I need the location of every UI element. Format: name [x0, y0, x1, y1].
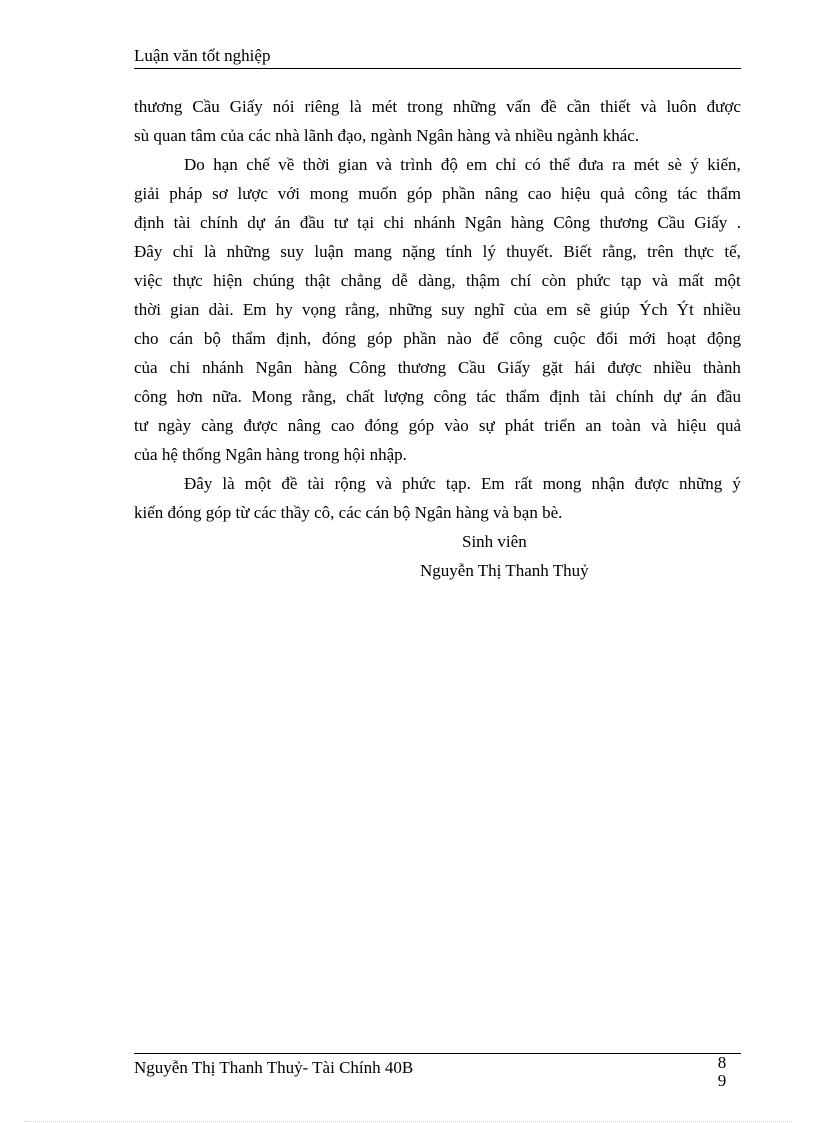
- word: thời: [302, 155, 330, 174]
- word: đóng: [322, 329, 356, 348]
- word: với: [277, 184, 300, 203]
- word: chi: [383, 213, 405, 232]
- word: Ngân: [464, 213, 502, 232]
- body-text: [134, 92, 741, 527]
- header-divider: [134, 68, 741, 69]
- word: mong: [542, 474, 582, 493]
- word: và: [640, 97, 657, 116]
- word: thể: [549, 155, 570, 174]
- word: luận: [314, 242, 344, 261]
- word: thuyết.: [506, 242, 553, 261]
- word: đổi: [596, 329, 619, 348]
- word: thương: [599, 213, 649, 232]
- word: những: [226, 242, 270, 261]
- word: trình: [400, 155, 433, 174]
- word: thẩm: [505, 387, 540, 406]
- word: tư: [333, 213, 348, 232]
- word: chính: [200, 213, 238, 232]
- word: định: [134, 213, 165, 232]
- word: nhiều: [653, 358, 692, 377]
- word: Em: [242, 300, 267, 319]
- word: tạp.: [445, 474, 471, 493]
- word: nhiều: [703, 300, 741, 319]
- word: tế,: [724, 242, 741, 261]
- word: tác: [476, 387, 497, 406]
- word: tài: [307, 474, 325, 493]
- word: nào: [447, 329, 472, 348]
- text-line: [134, 498, 741, 527]
- word: hơn: [176, 387, 203, 406]
- word: của: [513, 300, 538, 319]
- word: Cầu: [192, 97, 220, 116]
- word: hiện: [213, 271, 243, 290]
- word: quả: [600, 184, 625, 203]
- word: giúp: [599, 300, 631, 319]
- word: công: [509, 329, 543, 348]
- paragraph-1: [134, 92, 741, 150]
- footer-divider: [134, 1053, 741, 1054]
- word: thậm: [465, 271, 500, 290]
- text-line: [134, 266, 741, 295]
- word: rằng,: [345, 300, 380, 319]
- word: dự: [247, 213, 265, 232]
- word: một: [714, 271, 741, 290]
- word: tác: [677, 184, 698, 203]
- word: thời: [134, 300, 161, 319]
- paragraph-2: [134, 150, 741, 469]
- word: mới: [629, 329, 656, 348]
- word: nhánh: [413, 213, 456, 232]
- text-line: [134, 150, 741, 179]
- word: đóng: [364, 416, 399, 435]
- word: an: [585, 416, 602, 435]
- word: lược: [237, 184, 268, 203]
- word: thực: [172, 271, 203, 290]
- text-line: [134, 382, 741, 411]
- word: dễ: [391, 271, 408, 290]
- word: quả: [716, 416, 741, 435]
- word: phức: [401, 474, 436, 493]
- word: mất: [678, 271, 704, 290]
- word: suy: [441, 300, 465, 319]
- text-line: [134, 237, 741, 266]
- word: Đây: [134, 242, 163, 261]
- word: nghĩ: [474, 300, 505, 319]
- word: tạp: [620, 271, 642, 290]
- word: án: [690, 387, 707, 406]
- footer-author: Nguyễn Thị Thanh Thuỷ- Tài Chính 40B: [134, 1058, 414, 1077]
- word: cần: [566, 97, 591, 116]
- word: Ých: [639, 300, 668, 319]
- word: Em: [480, 474, 505, 493]
- word: vấn: [506, 97, 531, 116]
- word: vọng: [301, 300, 336, 319]
- word: em: [466, 155, 488, 174]
- word: dài.: [208, 300, 234, 319]
- word: là: [203, 242, 217, 261]
- word: chúng: [252, 271, 295, 290]
- word: nâng: [484, 184, 518, 203]
- word: pháp: [169, 184, 203, 203]
- word: Biết: [563, 242, 592, 261]
- word: nhánh: [202, 358, 244, 377]
- word: công: [134, 387, 168, 406]
- word: mang: [354, 242, 392, 261]
- word: em: [546, 300, 568, 319]
- word: của: [134, 358, 158, 377]
- word: và: [375, 474, 392, 493]
- text-line: [134, 440, 741, 469]
- word: được: [706, 97, 741, 116]
- word: một: [244, 474, 272, 493]
- word: thiết: [600, 97, 631, 116]
- word: chỉ: [495, 155, 517, 174]
- word: cao: [330, 416, 355, 435]
- word: trên: [647, 242, 674, 261]
- word: sè: [667, 155, 682, 174]
- word: hy: [275, 300, 293, 319]
- word: tại: [357, 213, 375, 232]
- word: tài: [173, 213, 191, 232]
- word: hiệu: [561, 184, 591, 203]
- word: hạn: [213, 155, 238, 174]
- word: mét: [633, 155, 660, 174]
- word: vào: [444, 416, 469, 435]
- word: cao: [527, 184, 552, 203]
- word: ý: [690, 155, 699, 174]
- word: thương: [134, 97, 183, 116]
- word: công: [433, 387, 467, 406]
- word: tính: [445, 242, 473, 261]
- running-header: Luận văn tốt nghiệp: [134, 46, 271, 65]
- word: hiệu: [677, 416, 707, 435]
- text-line: [134, 411, 741, 440]
- word: thương: [397, 358, 447, 377]
- word: giải: [134, 184, 160, 203]
- word: cho: [134, 329, 159, 348]
- word: Giấy: [694, 213, 728, 232]
- word: dàng,: [418, 271, 456, 290]
- word: ngày: [158, 416, 192, 435]
- word: suy: [280, 242, 304, 261]
- word: ra: [612, 155, 626, 174]
- word: trong: [407, 97, 443, 116]
- word: là: [349, 97, 362, 116]
- word: tư: [134, 416, 148, 435]
- word: luôn: [666, 97, 697, 116]
- word: Giấy: [497, 358, 531, 377]
- word: Cầu: [657, 213, 685, 232]
- word: được: [243, 416, 278, 435]
- word: nặng: [402, 242, 436, 261]
- word: rằng,: [301, 387, 337, 406]
- word: định: [549, 387, 580, 406]
- word: kiến đóng góp từ các thầy cô, các cán bộ Ngân hàng và bạn bè.: [134, 503, 563, 522]
- word: còn: [541, 271, 567, 290]
- word: được: [634, 474, 669, 493]
- signature-name: Nguyễn Thị Thanh Thuỷ: [420, 561, 589, 580]
- word: Cầu: [457, 358, 486, 377]
- word: rất: [514, 474, 533, 493]
- word: và: [650, 416, 667, 435]
- word: ý: [732, 474, 741, 493]
- word: bộ: [203, 329, 221, 348]
- word: sẽ: [576, 300, 591, 319]
- word: độ: [440, 155, 458, 174]
- word: riêng: [304, 97, 340, 116]
- word: hái: [574, 358, 596, 377]
- word: để: [482, 329, 499, 348]
- word: được: [607, 358, 642, 377]
- word: là: [222, 474, 235, 493]
- word: cán: [169, 329, 194, 348]
- word: Ngân: [255, 358, 293, 377]
- word: định,: [276, 329, 312, 348]
- word: rộng: [334, 474, 366, 493]
- word: Công: [349, 358, 386, 377]
- word: của hệ thống Ngân hàng trong hội nhập.: [134, 445, 407, 464]
- word: và: [375, 155, 392, 174]
- word: đầu: [299, 213, 325, 232]
- word: công: [634, 184, 668, 203]
- word: sơ: [212, 184, 228, 203]
- paragraph-3: [134, 469, 741, 527]
- word: nói: [272, 97, 295, 116]
- word: càng: [201, 416, 234, 435]
- word: nhận: [591, 474, 625, 493]
- page-number: 89: [717, 1053, 727, 1090]
- word: chí: [510, 271, 532, 290]
- text-line: [134, 92, 741, 121]
- word: Do: [184, 155, 205, 174]
- word: triển: [544, 416, 576, 435]
- word: hoạt: [666, 329, 697, 348]
- word: dự: [663, 387, 682, 406]
- word: phần: [442, 184, 476, 203]
- word: kiến,: [707, 155, 741, 174]
- word: Mong: [251, 387, 293, 406]
- word: phần: [403, 329, 437, 348]
- word: chẳng: [340, 271, 382, 290]
- word: thẩm: [231, 329, 266, 348]
- text-line: [134, 121, 741, 150]
- word: hàng: [304, 358, 338, 377]
- word: lượng: [383, 387, 424, 406]
- word: nâng: [287, 416, 321, 435]
- word: chính: [615, 387, 654, 406]
- word: sù quan tâm của các nhà lãnh đạo, ngành Ngân hàng và nhiều ngành khác.: [134, 126, 640, 145]
- word: đề: [281, 474, 298, 493]
- word: gian: [338, 155, 368, 174]
- word: sự: [478, 416, 495, 435]
- text-line: [134, 469, 741, 498]
- word: thật: [304, 271, 331, 290]
- word: những: [388, 300, 433, 319]
- word: đưa: [578, 155, 604, 174]
- word: về: [278, 155, 295, 174]
- word: chi: [169, 358, 191, 377]
- word: những: [679, 474, 723, 493]
- word: .: [736, 213, 741, 232]
- word: lý: [482, 242, 496, 261]
- word: động: [706, 329, 741, 348]
- word: chế: [246, 155, 270, 174]
- word: góp: [366, 329, 393, 348]
- word: nữa.: [212, 387, 242, 406]
- word: và: [651, 271, 668, 290]
- word: góp: [406, 184, 433, 203]
- word: hàng: [510, 213, 544, 232]
- text-line: [134, 295, 741, 324]
- word: án: [274, 213, 291, 232]
- word: mong: [309, 184, 349, 203]
- text-line: [134, 179, 741, 208]
- word: đề: [540, 97, 557, 116]
- word: chỉ: [172, 242, 194, 261]
- word: chất: [345, 387, 375, 406]
- word: có: [524, 155, 541, 174]
- word: mét: [371, 97, 398, 116]
- text-line: [134, 353, 741, 382]
- word: những: [452, 97, 497, 116]
- word: muốn: [358, 184, 398, 203]
- word: cuộc: [553, 329, 586, 348]
- page-edge-divider: [24, 1121, 792, 1122]
- word: thẩm: [706, 184, 741, 203]
- word: tài: [589, 387, 607, 406]
- word: phức: [576, 271, 611, 290]
- word: việc: [134, 271, 163, 290]
- word: Ýt: [676, 300, 694, 319]
- word: góp: [408, 416, 435, 435]
- word: rằng,: [602, 242, 637, 261]
- word: Giấy: [229, 97, 263, 116]
- text-line: [134, 208, 741, 237]
- signature-role: Sinh viên: [462, 532, 527, 551]
- word: Công: [553, 213, 591, 232]
- word: phát: [504, 416, 535, 435]
- text-line: [134, 324, 741, 353]
- word: thành: [703, 358, 741, 377]
- word: gặt: [542, 358, 563, 377]
- word: đầu: [716, 387, 741, 406]
- word: thực: [683, 242, 714, 261]
- word: toàn: [611, 416, 641, 435]
- word: gian: [170, 300, 200, 319]
- word: Đây: [184, 474, 213, 493]
